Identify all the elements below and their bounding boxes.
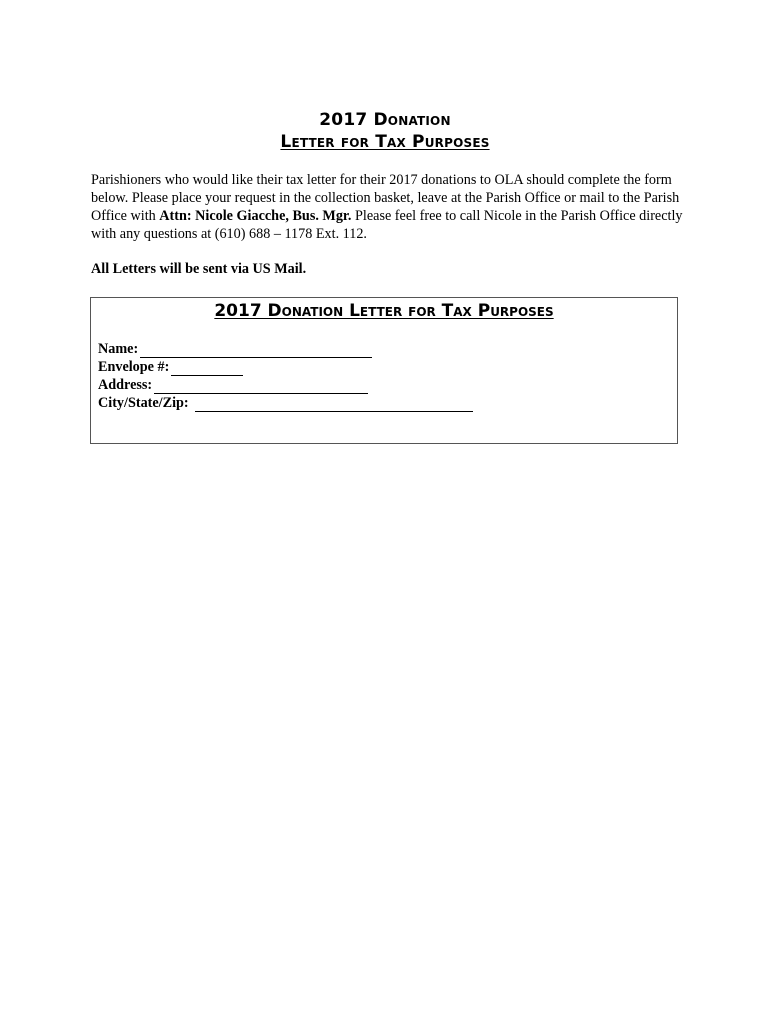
envelope-number-blank-line[interactable] xyxy=(171,362,243,376)
envelope-number-field[interactable] xyxy=(98,358,243,376)
name-label: Name: xyxy=(98,341,139,357)
address-blank-line[interactable] xyxy=(154,380,368,394)
city-state-zip-blank-line[interactable] xyxy=(195,398,473,412)
name-blank-line[interactable] xyxy=(140,344,372,358)
address-field[interactable] xyxy=(98,376,368,394)
city-state-zip-label: City/State/Zip: xyxy=(98,395,189,411)
document-title-line-2: Letter for Tax Purposes xyxy=(280,132,490,152)
intro-attn-contact: Attn: Nicole Giacche, Bus. Mgr. xyxy=(159,208,352,224)
intro-text-part-1: Parishioners who would like their tax letter for their 2017 donations to OLA should complete the form below. Please place your request in the collection basket, leave at the Parish Office or mail to the Parish Office with xyxy=(91,172,680,224)
name-field[interactable] xyxy=(98,340,372,358)
city-state-zip-field[interactable] xyxy=(98,394,473,412)
document-title-line-1: 2017 Donation xyxy=(319,110,451,130)
donation-request-form xyxy=(90,297,678,444)
envelope-number-label: Envelope #: xyxy=(98,359,170,375)
intro-text-part-2: Please feel free to call Nicole in the Parish Office directly with any questions at (610) 688 – 1178 Ext. 112. xyxy=(91,208,683,242)
address-label: Address: xyxy=(98,377,153,393)
mail-note: All Letters will be sent via US Mail. xyxy=(91,261,307,277)
form-title: 2017 Donation Letter for Tax Purposes xyxy=(214,301,554,321)
intro-paragraph xyxy=(91,171,691,243)
